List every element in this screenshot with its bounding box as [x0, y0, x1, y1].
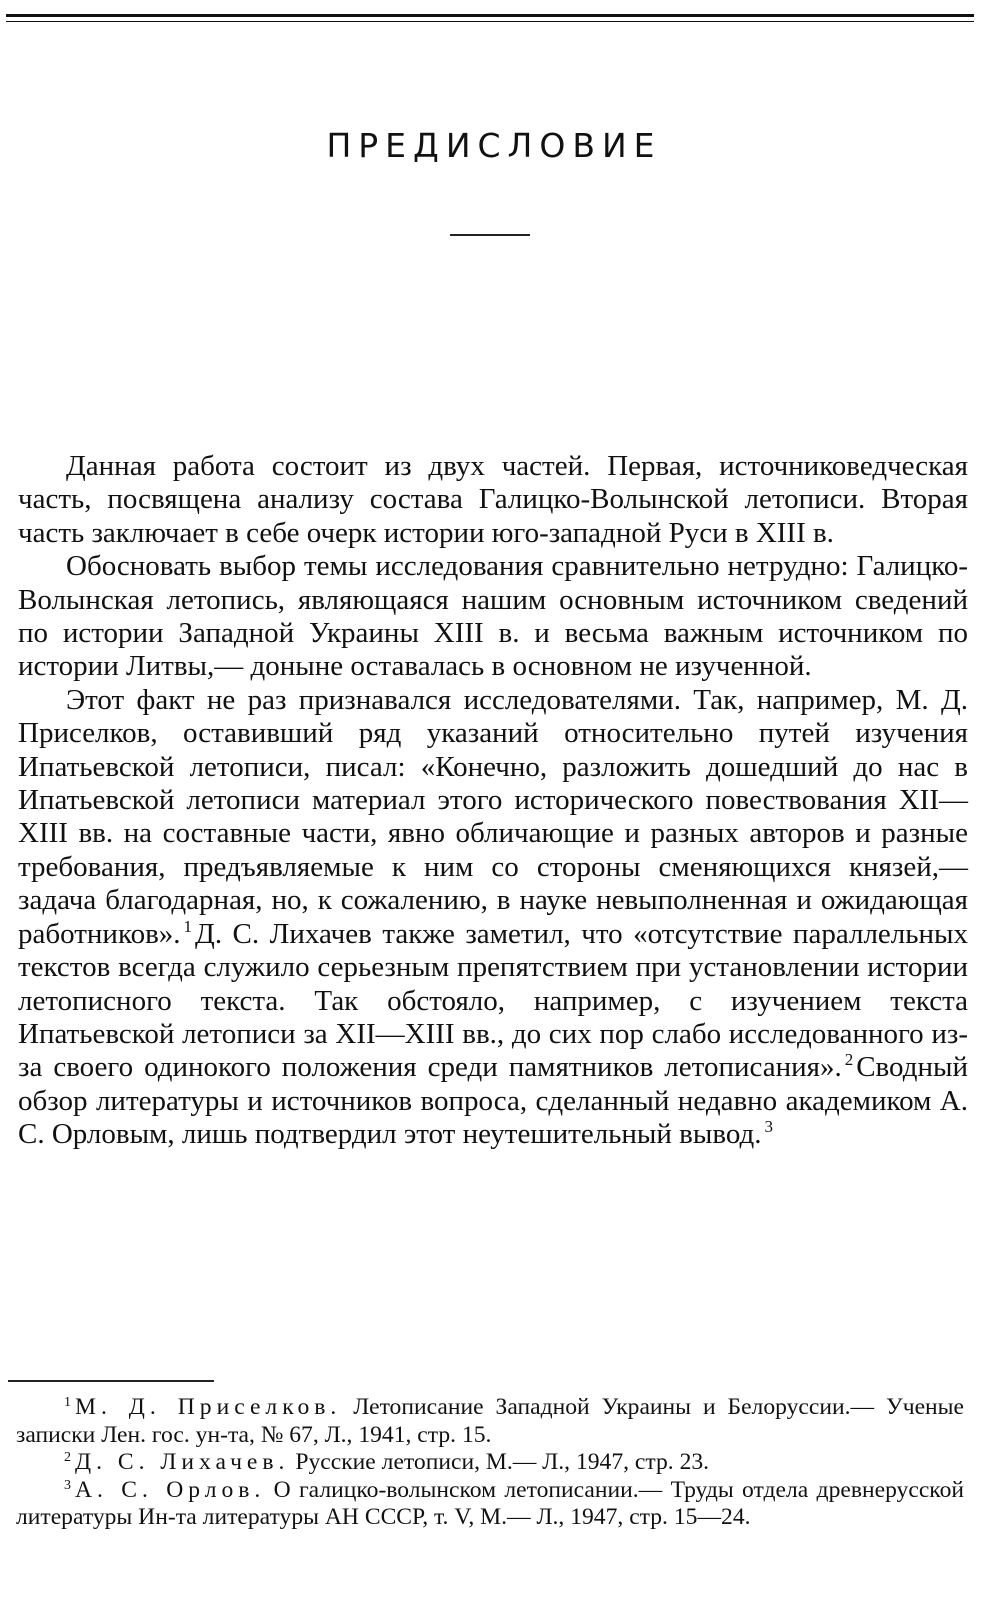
paragraph-3-part-3: Сводный обзор литературы и источников вопроса, сделанный недавно академиком А. С. Орловым, лишь подтвердил этот неутешительный вывод.	[18, 1051, 968, 1151]
footnote-number: 1	[64, 1395, 71, 1410]
page-title: ПРЕДИСЛОВИЕ	[326, 126, 662, 166]
footnote-ref-1: 1	[183, 916, 193, 936]
footnote-number: 2	[64, 1450, 71, 1465]
title-divider	[450, 234, 530, 236]
footnote-text: О галицко-волынском летописании.— Труды отдела древнерусской литературы Ин-та литературы АН СССР, т. V, М.— Л., 1947, стр. 15—24.	[16, 1476, 964, 1530]
footnote-author: Д. С. Лихачев.	[75, 1449, 290, 1475]
footnote-number: 3	[64, 1477, 71, 1493]
footnote-ref-3: 3	[764, 1117, 774, 1137]
footnote-divider	[8, 1380, 214, 1382]
paragraph-3	[18, 684, 968, 1152]
footnote-3	[16, 1477, 964, 1532]
main-text	[18, 450, 968, 1152]
paragraph-2: Обосновать выбор темы исследования сравнительно нетрудно: Галицко-Волынская летопись, являющаяся нашим основным источником сведений по истории Западной Украины XIII в. и весьма важным источником по истории Литвы,— доныне оставалась в основном не изученной.	[18, 550, 968, 683]
footnote-2	[16, 1449, 964, 1477]
footnote-1	[16, 1394, 964, 1449]
footnotes	[16, 1394, 964, 1532]
footnote-author: М. Д. Приселков.	[75, 1394, 342, 1420]
footnote-text: Русские летописи, М.— Л., 1947, стр. 23.	[295, 1449, 710, 1475]
paragraph-1: Данная работа состоит из двух частей. Первая, источниковедческая часть, посвящена анализу состава Галицко-Волынской летописи. Вторая часть заключает в себе очерк истории юго-западной Руси в XIII в.	[18, 450, 968, 549]
header-rule-thick	[6, 14, 974, 17]
footnote-ref-2: 2	[844, 1050, 854, 1070]
paragraph-3-part-2: Д. С. Лихачев также заметил, что «отсутствие параллельных текстов всегда служило серьезным препятствием при установлении истории летописного текста. Так обстояло, например, с изучением текста Ипатьевской летописи за XII—XIII вв., до сих пор слабо исследованного из-за своего одинокого положения среди памятников летописания».	[18, 917, 968, 1084]
footnote-author: А. С. Орлов.	[75, 1476, 266, 1503]
paragraph-3-part-1: Этот факт не раз признавался исследователями. Так, например, М. Д. Приселков, оставивший ряд указаний относительно путей изучения Ипатьевской летописи, писал: «Конечно, разложить дошедший до нас в Ипатьевской летописи материал этого исторического повествования XII—XIII вв. на составные части, явно обличающие и разных авторов и разные требования, предъявляемые к ним со стороны сменяющихся князей,— задача благодарная, но, к сожалению, в науке невыполненная и ожидающая работников».	[18, 683, 968, 950]
footnote-text: Летописание Западной Украины и Белоруссии.— Ученые записки Лен. гос. ун-та, № 67, Л., 1941, стр. 15.	[16, 1394, 965, 1448]
header-rule-thin	[6, 21, 974, 22]
